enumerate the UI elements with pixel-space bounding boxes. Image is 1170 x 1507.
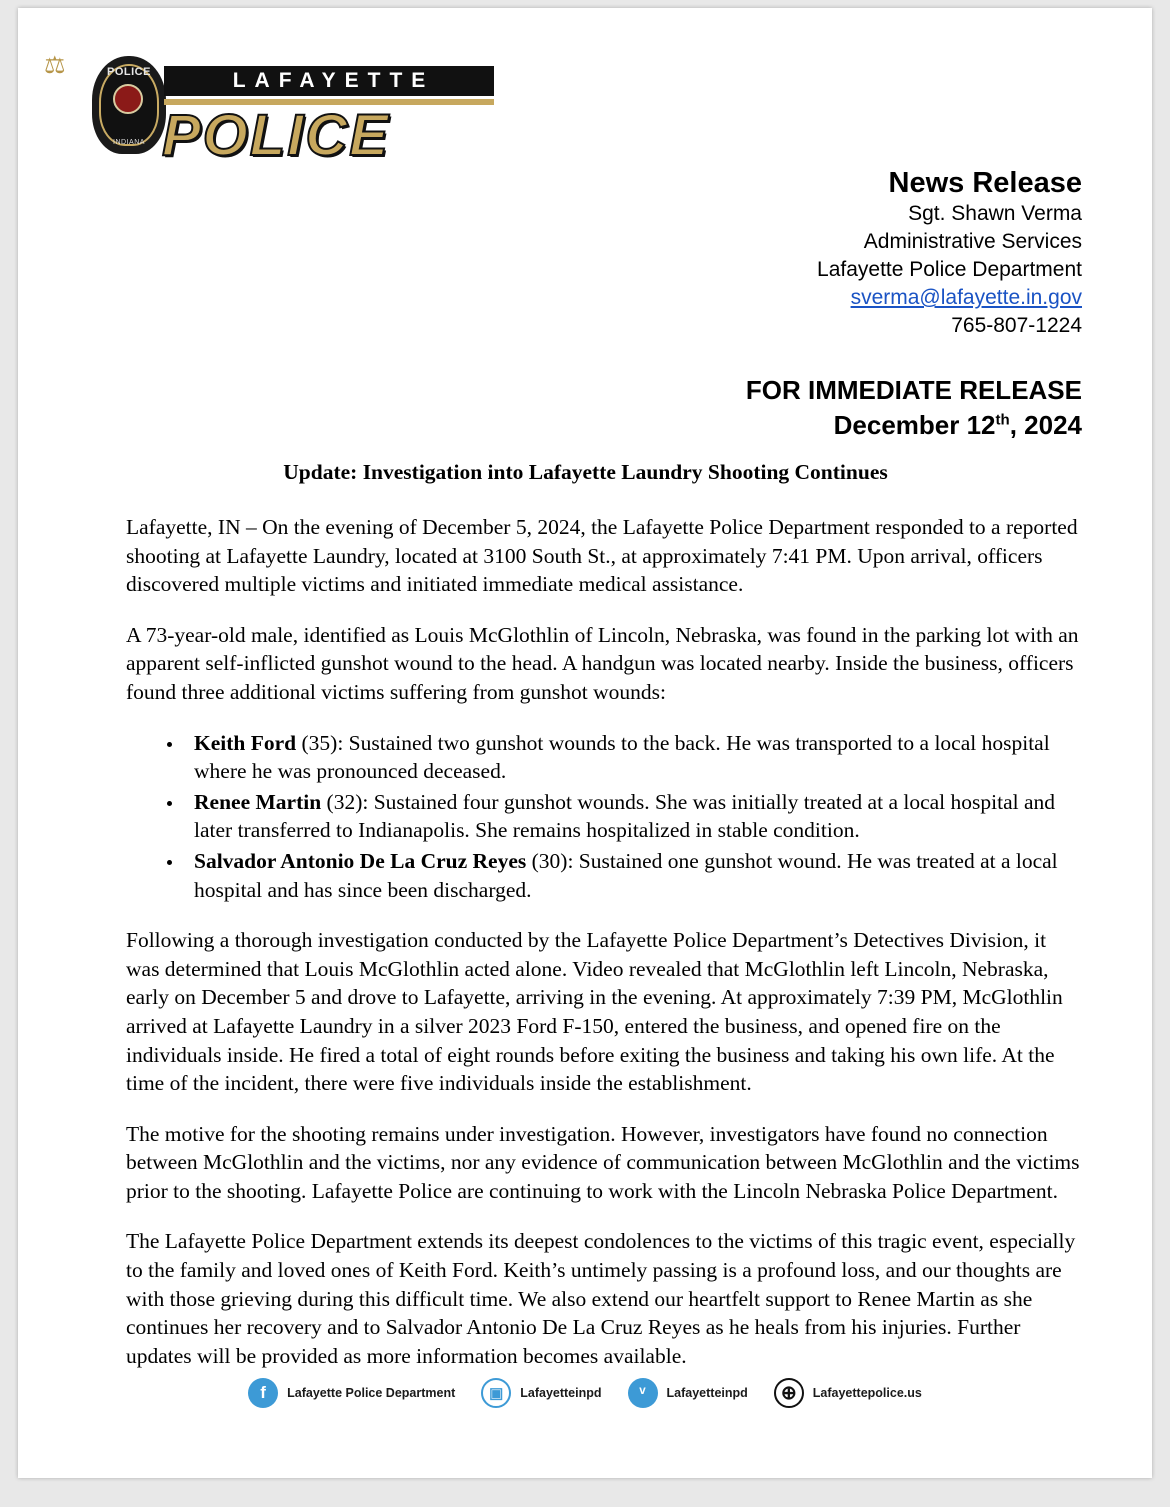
wordmark-lafayette	[164, 66, 494, 96]
social-label-twitter: Lafayetteinpd	[666, 1386, 748, 1400]
paragraph-5: The Lafayette Police Department extends its deepest condolences to the victims of this tragic event, especially to the family and loved ones of Keith Ford. Keith’s untimely passing is a profound loss, and our thoughts are with those grieving during this difficult time. We also extend our heartfelt support to Renee Martin as she continues her recovery and to Salvador Antonio De La Cruz Reyes as he heals from his injuries. Further updates will be provided as more information becomes available.	[126, 1229, 1076, 1368]
page-title: News Release	[888, 167, 1082, 199]
list-item	[184, 847, 1084, 904]
release-date	[522, 408, 1082, 443]
badge-bottom-text: INDIANA	[113, 139, 145, 146]
contact-email-link[interactable]: sverma@lafayette.in.gov	[850, 285, 1082, 309]
social-link-facebook[interactable]	[248, 1378, 455, 1408]
list-item	[184, 788, 1084, 845]
social-link-twitter[interactable]	[628, 1378, 748, 1408]
victim-detail: (30): Sustained one gunshot wound. He was treated at a local hospital and has since been discharged.	[194, 848, 1058, 902]
social-label-facebook: Lafayette Police Department	[287, 1386, 456, 1400]
facebook-icon: f	[248, 1378, 278, 1408]
wordmark-lafayette-text: LAFAYETTE	[232, 69, 435, 92]
contact-department: Lafayette Police Department	[817, 258, 1082, 282]
paragraph-2: A 73-year-old male, identified as Louis McGlothlin of Lincoln, Nebraska, was found in the parking lot with an apparent self-inflicted gunshot wound to the head. A handgun was located nearby. Inside the business, officers found three additional victims suffering from gunshot wounds:	[126, 622, 1079, 704]
article-headline: Update: Investigation into Lafayette Laundry Shooting Continues	[283, 460, 888, 484]
immediate-release-block	[522, 373, 1082, 443]
social-label-website: Lafayettepolice.us	[812, 1386, 922, 1400]
website-icon: ⊕	[774, 1378, 804, 1408]
victim-name: Keith Ford	[194, 730, 297, 755]
twitter-icon: ᵛ	[628, 1378, 658, 1408]
wordmark-police-text: POLICE	[162, 103, 390, 168]
contact-phone: 765-807-1224	[951, 313, 1082, 337]
social-label-instagram: Lafayetteinpd	[520, 1386, 602, 1400]
news-release-page	[18, 8, 1152, 1478]
agency-logo	[86, 54, 506, 168]
social-footer	[18, 1378, 1152, 1408]
contact-name: Sgt. Shawn Verma	[908, 202, 1082, 226]
social-link-website[interactable]	[774, 1378, 922, 1408]
list-item	[184, 729, 1084, 786]
immediate-release-label: FOR IMMEDIATE RELEASE	[745, 375, 1082, 405]
fleur-de-lis-icon: ⚖	[44, 53, 66, 79]
victim-name: Renee Martin	[194, 789, 322, 814]
police-badge-icon	[92, 56, 166, 154]
release-date-suffix: th	[995, 411, 1010, 429]
victim-detail: (35): Sustained two gunshot wounds to the back. He was transported to a local hospital where he was pronounced deceased.	[194, 730, 1050, 784]
social-link-instagram[interactable]	[481, 1378, 601, 1408]
release-contact-block	[522, 166, 1082, 340]
victim-name: Salvador Antonio De La Cruz Reyes	[194, 848, 527, 873]
victim-list	[126, 729, 1084, 905]
badge-seal-icon	[113, 84, 143, 114]
release-date-main: December 12	[833, 410, 996, 441]
contact-division: Administrative Services	[863, 230, 1082, 254]
instagram-icon: ▣	[481, 1378, 511, 1408]
article-body	[126, 513, 1084, 1392]
paragraph-3: Following a thorough investigation conducted by the Lafayette Police Department’s Detectives Division, it was determined that Louis McGlothlin acted alone. Video revealed that McGlothlin left Lincoln, Nebraska, early on December 5 and drove to Lafayette, arriving in the evening. At approximately 7:39 PM, McGlothlin arrived at Lafayette Laundry in a silver 2023 Ford F-150, entered the business, and opened fire on the individuals inside. He fired a total of eight rounds before exiting the business and taking his own life. At the time of the incident, there were five individuals inside the establishment.	[126, 928, 1063, 1096]
paragraph-1: Lafayette, IN – On the evening of December 5, 2024, the Lafayette Police Department responded to a reported shooting at Lafayette Laundry, located at 3100 South St., at approximately 7:41 PM. Upon arrival, officers discovered multiple victims and initiated immediate medical assistance.	[126, 515, 1078, 597]
release-date-year: , 2024	[1009, 410, 1082, 441]
victim-detail: (32): Sustained four gunshot wounds. She was initially treated at a local hospital and later transferred to Indianapolis. She remains hospitalized in stable condition.	[194, 789, 1056, 843]
badge-top-text: POLICE	[107, 66, 151, 78]
paragraph-4: The motive for the shooting remains under investigation. However, investigators have found no connection between McGlothlin and the victims, nor any evidence of communication between McGlothlin and the victims prior to the shooting. Lafayette Police are continuing to work with the Lincoln Nebraska Police Department.	[126, 1121, 1080, 1203]
